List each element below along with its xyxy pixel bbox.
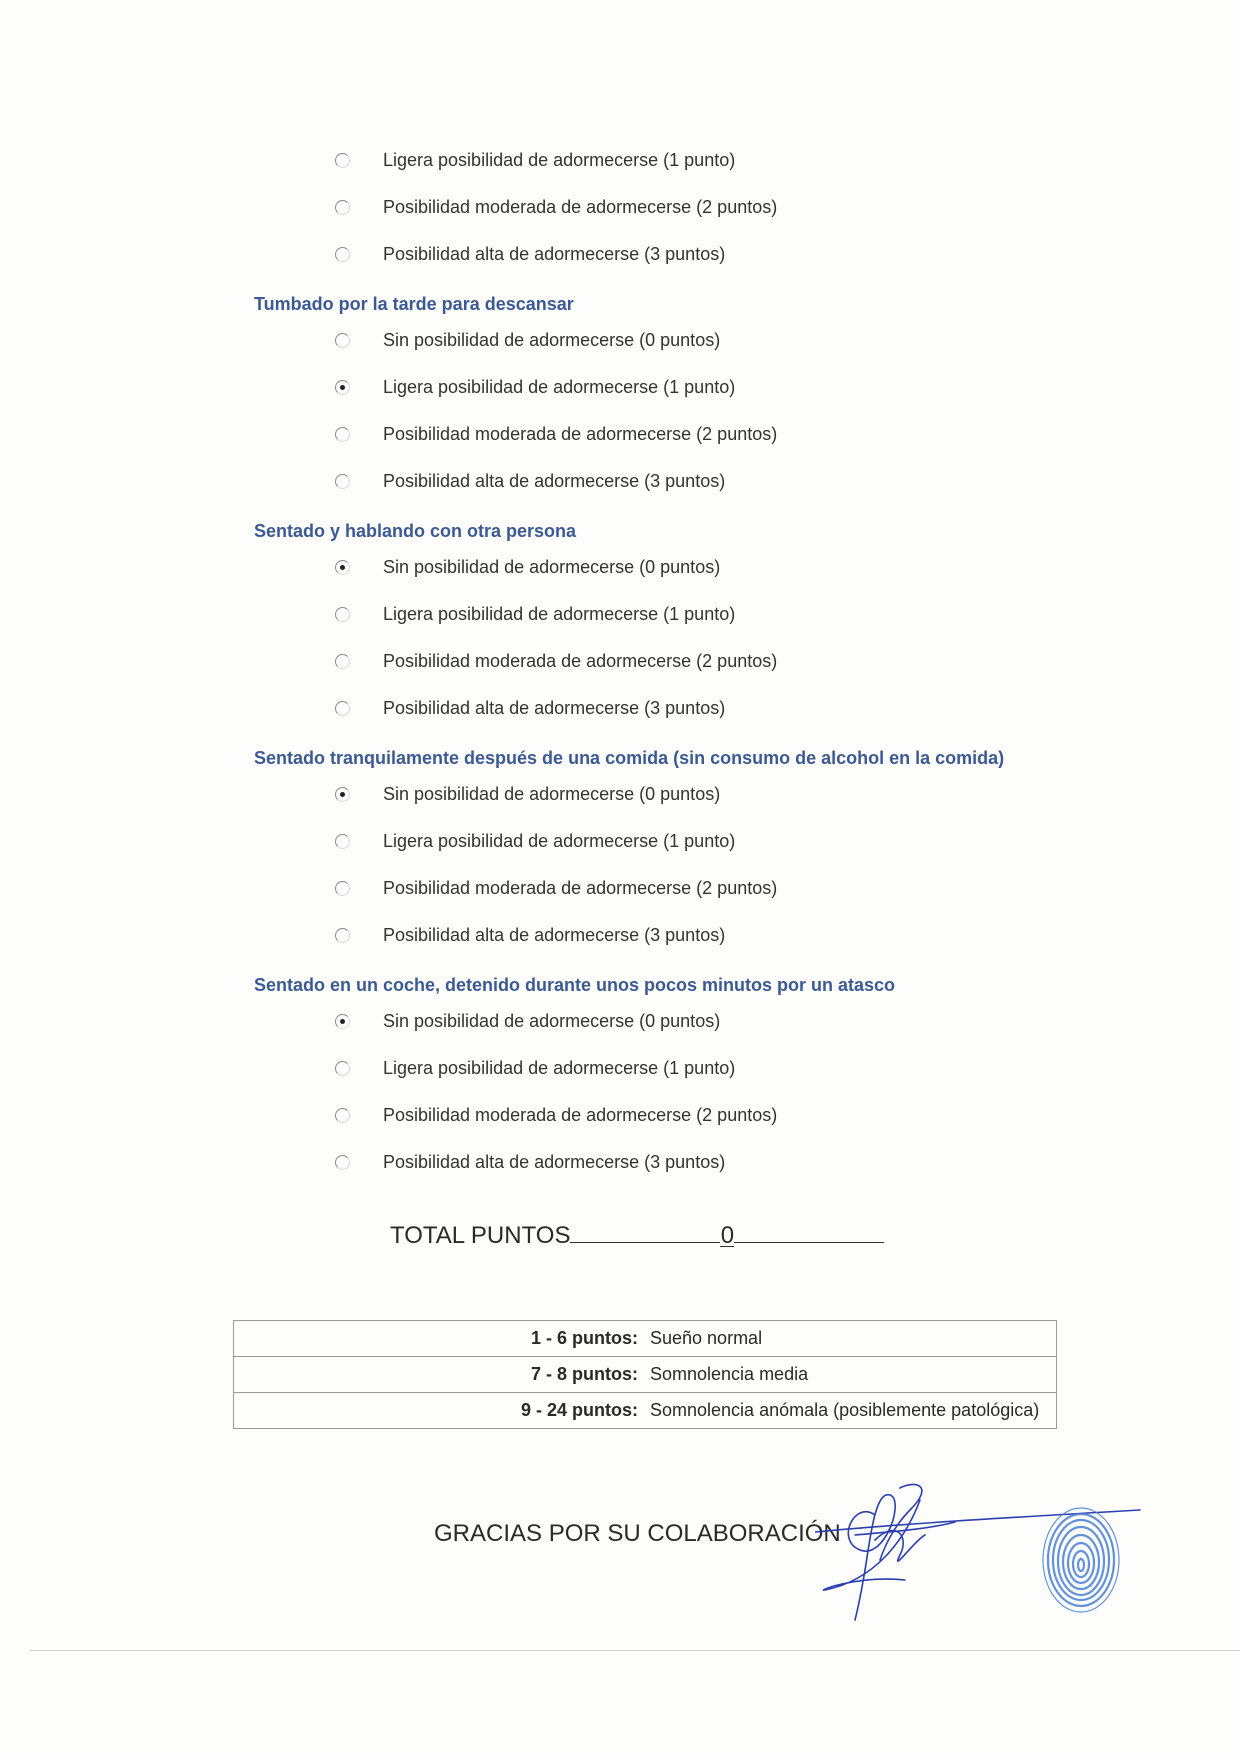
option-label: Posibilidad alta de adormecerse (3 puntos) — [383, 244, 726, 264]
radio-button-icon[interactable] — [335, 787, 350, 802]
total-value: 0 — [720, 1222, 735, 1249]
option-label: Sin posibilidad de adormecerse (0 puntos) — [383, 784, 721, 804]
option-label: Posibilidad alta de adormecerse (3 puntos) — [383, 471, 726, 491]
answer-option[interactable] — [0, 925, 1240, 972]
question-text: Sentado en un coche, detenido durante unos pocos minutos por un atasco — [254, 975, 896, 995]
option-label: Ligera posibilidad de adormecerse (1 punto) — [383, 1058, 736, 1078]
answer-option[interactable] — [0, 244, 1240, 291]
fingerprint-icon — [1040, 1505, 1122, 1615]
table-row — [234, 1393, 1057, 1429]
option-label: Posibilidad moderada de adormecerse (2 puntos) — [383, 424, 778, 444]
radio-button-icon[interactable] — [335, 1155, 350, 1170]
question-list — [0, 150, 1240, 1199]
option-label: Posibilidad alta de adormecerse (3 puntos) — [383, 698, 726, 718]
footer-divider — [30, 1650, 1240, 1651]
scale-range: 9 - 24 puntos: — [234, 1393, 645, 1429]
radio-button-icon[interactable] — [335, 701, 350, 716]
table-row — [234, 1357, 1057, 1393]
option-label: Posibilidad alta de adormecerse (3 puntos) — [383, 1152, 726, 1172]
option-label: Ligera posibilidad de adormecerse (1 punto) — [383, 831, 736, 851]
option-label: Sin posibilidad de adormecerse (0 puntos) — [383, 557, 721, 577]
answer-option[interactable] — [0, 784, 1240, 831]
option-label: Posibilidad moderada de adormecerse (2 puntos) — [383, 651, 778, 671]
radio-button-icon[interactable] — [335, 928, 350, 943]
radio-button-icon[interactable] — [335, 200, 350, 215]
radio-button-icon[interactable] — [335, 607, 350, 622]
answer-option[interactable] — [0, 1105, 1240, 1152]
scale-desc: Somnolencia media — [644, 1357, 1057, 1393]
answer-option[interactable] — [0, 831, 1240, 878]
question-title — [0, 972, 1240, 1011]
answer-option[interactable] — [0, 377, 1240, 424]
answer-option[interactable] — [0, 424, 1240, 471]
answer-option[interactable] — [0, 1011, 1240, 1058]
question-title — [0, 518, 1240, 557]
option-label: Ligera posibilidad de adormecerse (1 punto) — [383, 150, 736, 170]
thanks-message: GRACIAS POR SU COLABORACIÓN — [434, 1520, 841, 1547]
option-label: Sin posibilidad de adormecerse (0 puntos) — [383, 330, 721, 350]
radio-button-icon[interactable] — [335, 654, 350, 669]
option-label: Sin posibilidad de adormecerse (0 puntos) — [383, 1011, 721, 1031]
answer-option[interactable] — [0, 150, 1240, 197]
question-text: Sentado tranquilamente después de una comida (sin consumo de alcohol en la comida) — [254, 748, 1005, 768]
answer-option[interactable] — [0, 557, 1240, 604]
radio-button-icon[interactable] — [335, 380, 350, 395]
scale-desc: Sueño normal — [644, 1321, 1057, 1357]
question-text: Sentado y hablando con otra persona — [254, 521, 577, 541]
score-scale-table — [233, 1320, 1057, 1429]
answer-option[interactable] — [0, 698, 1240, 745]
answer-option[interactable] — [0, 197, 1240, 244]
radio-button-icon[interactable] — [335, 1108, 350, 1123]
answer-option[interactable] — [0, 604, 1240, 651]
option-label: Posibilidad alta de adormecerse (3 puntos) — [383, 925, 726, 945]
scale-range: 7 - 8 puntos: — [234, 1357, 645, 1393]
radio-button-icon[interactable] — [335, 247, 350, 262]
radio-button-icon[interactable] — [335, 560, 350, 575]
scale-range: 1 - 6 puntos: — [234, 1321, 645, 1357]
question-title — [0, 745, 1240, 784]
radio-button-icon[interactable] — [335, 153, 350, 168]
option-label: Ligera posibilidad de adormecerse (1 punto) — [383, 604, 736, 624]
answer-option[interactable] — [0, 651, 1240, 698]
answer-option[interactable] — [0, 471, 1240, 518]
answer-option[interactable] — [0, 878, 1240, 925]
option-label: Posibilidad moderada de adormecerse (2 puntos) — [383, 197, 778, 217]
question-text: Tumbado por la tarde para descansar — [254, 294, 574, 314]
option-label: Posibilidad moderada de adormecerse (2 puntos) — [383, 1105, 778, 1125]
radio-button-icon[interactable] — [335, 834, 350, 849]
radio-button-icon[interactable] — [335, 1014, 350, 1029]
radio-button-icon[interactable] — [335, 1061, 350, 1076]
option-label: Ligera posibilidad de adormecerse (1 punto) — [383, 377, 736, 397]
scale-desc: Somnolencia anómala (posiblemente patológica) — [644, 1393, 1057, 1429]
radio-button-icon[interactable] — [335, 881, 350, 896]
question-title — [0, 291, 1240, 330]
radio-button-icon[interactable] — [335, 474, 350, 489]
radio-button-icon[interactable] — [335, 427, 350, 442]
answer-option[interactable] — [0, 1152, 1240, 1199]
answer-option[interactable] — [0, 330, 1240, 377]
total-points — [390, 1218, 884, 1250]
answer-option[interactable] — [0, 1058, 1240, 1105]
radio-button-icon[interactable] — [335, 333, 350, 348]
table-row — [234, 1321, 1057, 1357]
option-label: Posibilidad moderada de adormecerse (2 puntos) — [383, 878, 778, 898]
total-label: TOTAL PUNTOS — [390, 1222, 571, 1249]
